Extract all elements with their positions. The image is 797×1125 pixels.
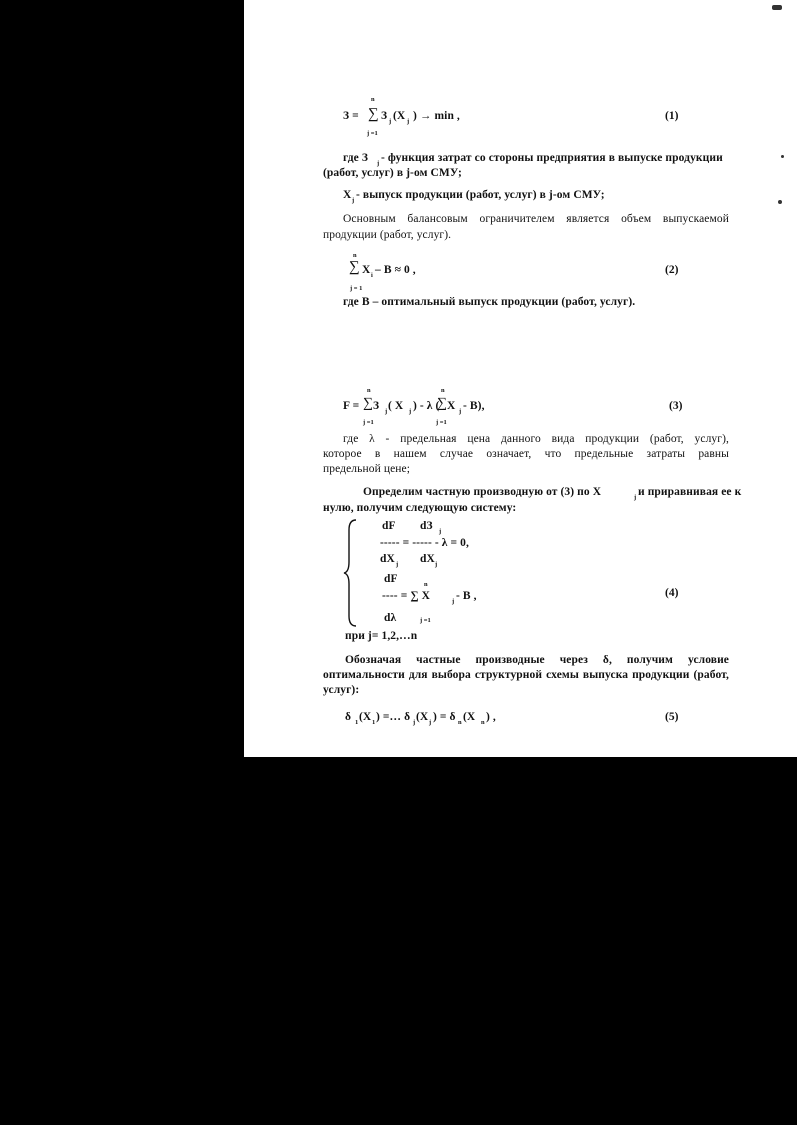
para1-line1-start: где З [343,152,369,164]
eq1-number: (1) [665,110,679,122]
eq1-arg-close: ) → min , [413,110,460,122]
eq4-l2-top: n [424,581,428,588]
eq1-body: З [381,110,388,122]
eq4-l2-bottom: j =1 [420,617,431,624]
para3-line2: продукции (работ, услуг). [323,229,452,241]
eq5-p2-sub: 1 [372,719,376,726]
eq3-lhs: F = [343,400,360,412]
para6-line1-rest: и приравнивая ее к [638,486,742,498]
para2-x: X [343,189,352,201]
eq4-l1-den2: dX [420,553,435,565]
eq2-body: X [362,264,371,276]
scan-speck [781,155,784,158]
para7-line2: оптимальности для выбора структурной схемы выпуска продукции (работ, [323,669,729,681]
eq5-p6: (X [463,711,476,723]
eq2-sum-top: n [353,252,357,259]
eq1-sum-bottom: j =1 [367,130,378,137]
eq5-p5-sub: n [458,719,462,726]
eq1-sum-top: n [371,96,375,103]
eq1-sub: j [389,118,392,125]
document-page [244,0,797,757]
eq4-number: (4) [665,587,679,599]
para5-line3: предельной цене; [323,463,411,475]
para6-line1-start: Определим частную производную от (3) по X [363,486,602,498]
para2-sub: j [352,197,355,204]
eq5-p3-sub: j [413,719,416,726]
eq2-sub: i [371,272,373,279]
eq3-sum-sign: ∑ [363,396,374,411]
eq4-l2-den: dλ [384,612,397,624]
eq4-l1-num2-sub: j [439,528,442,535]
eq5-p7: ) , [486,711,496,723]
eq3-mid: ) - λ ( [413,400,440,412]
para4: где B – оптимальный выпуск продукции (работ, услуг). [343,296,636,308]
para5-line1: где λ - предельная цена данного вида продукции (работ, услуг), [343,433,729,445]
eq5-p4: (X [416,711,429,723]
eq3-number: (3) [669,400,683,412]
eq4-l1-den-sub: j [396,561,399,568]
condition-line: при j= 1,2,…n [345,630,418,642]
eq4-l1-mid: ----- = ----- - λ = 0, [380,537,469,549]
eq2-sum-sign: ∑ [349,259,360,275]
eq1-sum-sign: ∑ [368,106,379,122]
eq1-arg: (X [393,110,406,122]
eq2-sum-bottom: j = 1 [350,285,363,292]
para6-line2: нулю, получим следующую систему: [323,502,517,514]
eq3-arg-sub: j [409,408,412,415]
eq1-lhs: З = [343,110,359,122]
eq3-tail: - B), [463,400,485,412]
eq4-l2-rest: - B , [456,590,477,602]
eq3-body: З [373,400,380,412]
eq4-l1-den2-sub: j [435,561,438,568]
eq3-x2-sub: j [459,408,462,415]
eq4-l1-den: dX [380,553,395,565]
eq5-number: (5) [665,711,679,723]
eq4-l1-num2: dЗ [420,520,433,532]
para5-line2: которое в нашем случае означает, что предельные затраты равны [323,448,729,460]
para7-line3: услуг): [323,684,360,696]
eq5-p4-sub: j [429,719,432,726]
eq5-p2: (X [359,711,372,723]
eq4-l2-mid-sub: j [452,598,455,605]
eq5-p6-sub: n [481,719,485,726]
eq4-l1-num: dF [382,520,396,532]
para1-line1-rest: - функция затрат со стороны предприятия в выпуске продукции [381,152,723,164]
para1-line2: (работ, услуг) в j-ом СМУ; [323,167,462,179]
eq5-p3: ) =… δ [376,711,411,723]
eq3-sum-bottom: j =1 [363,419,374,426]
eq4-l2-mid: ---- = ∑ X [382,590,430,602]
eq2-number: (2) [665,264,679,276]
eq3-sum-top: n [367,387,371,394]
eq3-sum2-sign: ∑ [437,396,448,411]
eq1-arg-sub: j [407,118,410,125]
eq3-arg: ( X [388,400,404,412]
para2-rest: - выпуск продукции (работ, услуг) в j-ом СМУ; [356,189,605,201]
eq3-sub: j [385,408,388,415]
para7-line1: Обозначая частные производные через δ, получим условие [345,654,729,666]
left-brace-icon [343,518,359,628]
scan-speck [772,5,782,10]
eq3-sum2-top: n [441,387,445,394]
eq5-p5: ) = δ [433,711,456,723]
eq3-sum2-bottom: j =1 [436,419,447,426]
scan-speck [778,200,782,204]
eq4-l2-num: dF [384,573,398,585]
eq2-rest: – B ≈ 0 , [375,264,416,276]
para1-sub: j [377,160,380,167]
para3-line1: Основным балансовым ограничителем является объем выпускаемой [343,213,729,225]
eq5-p1: δ [345,711,352,723]
para6-sub: j [634,494,637,501]
eq3-x2: X [447,400,456,412]
eq5-p1-sub: 1 [355,719,359,726]
